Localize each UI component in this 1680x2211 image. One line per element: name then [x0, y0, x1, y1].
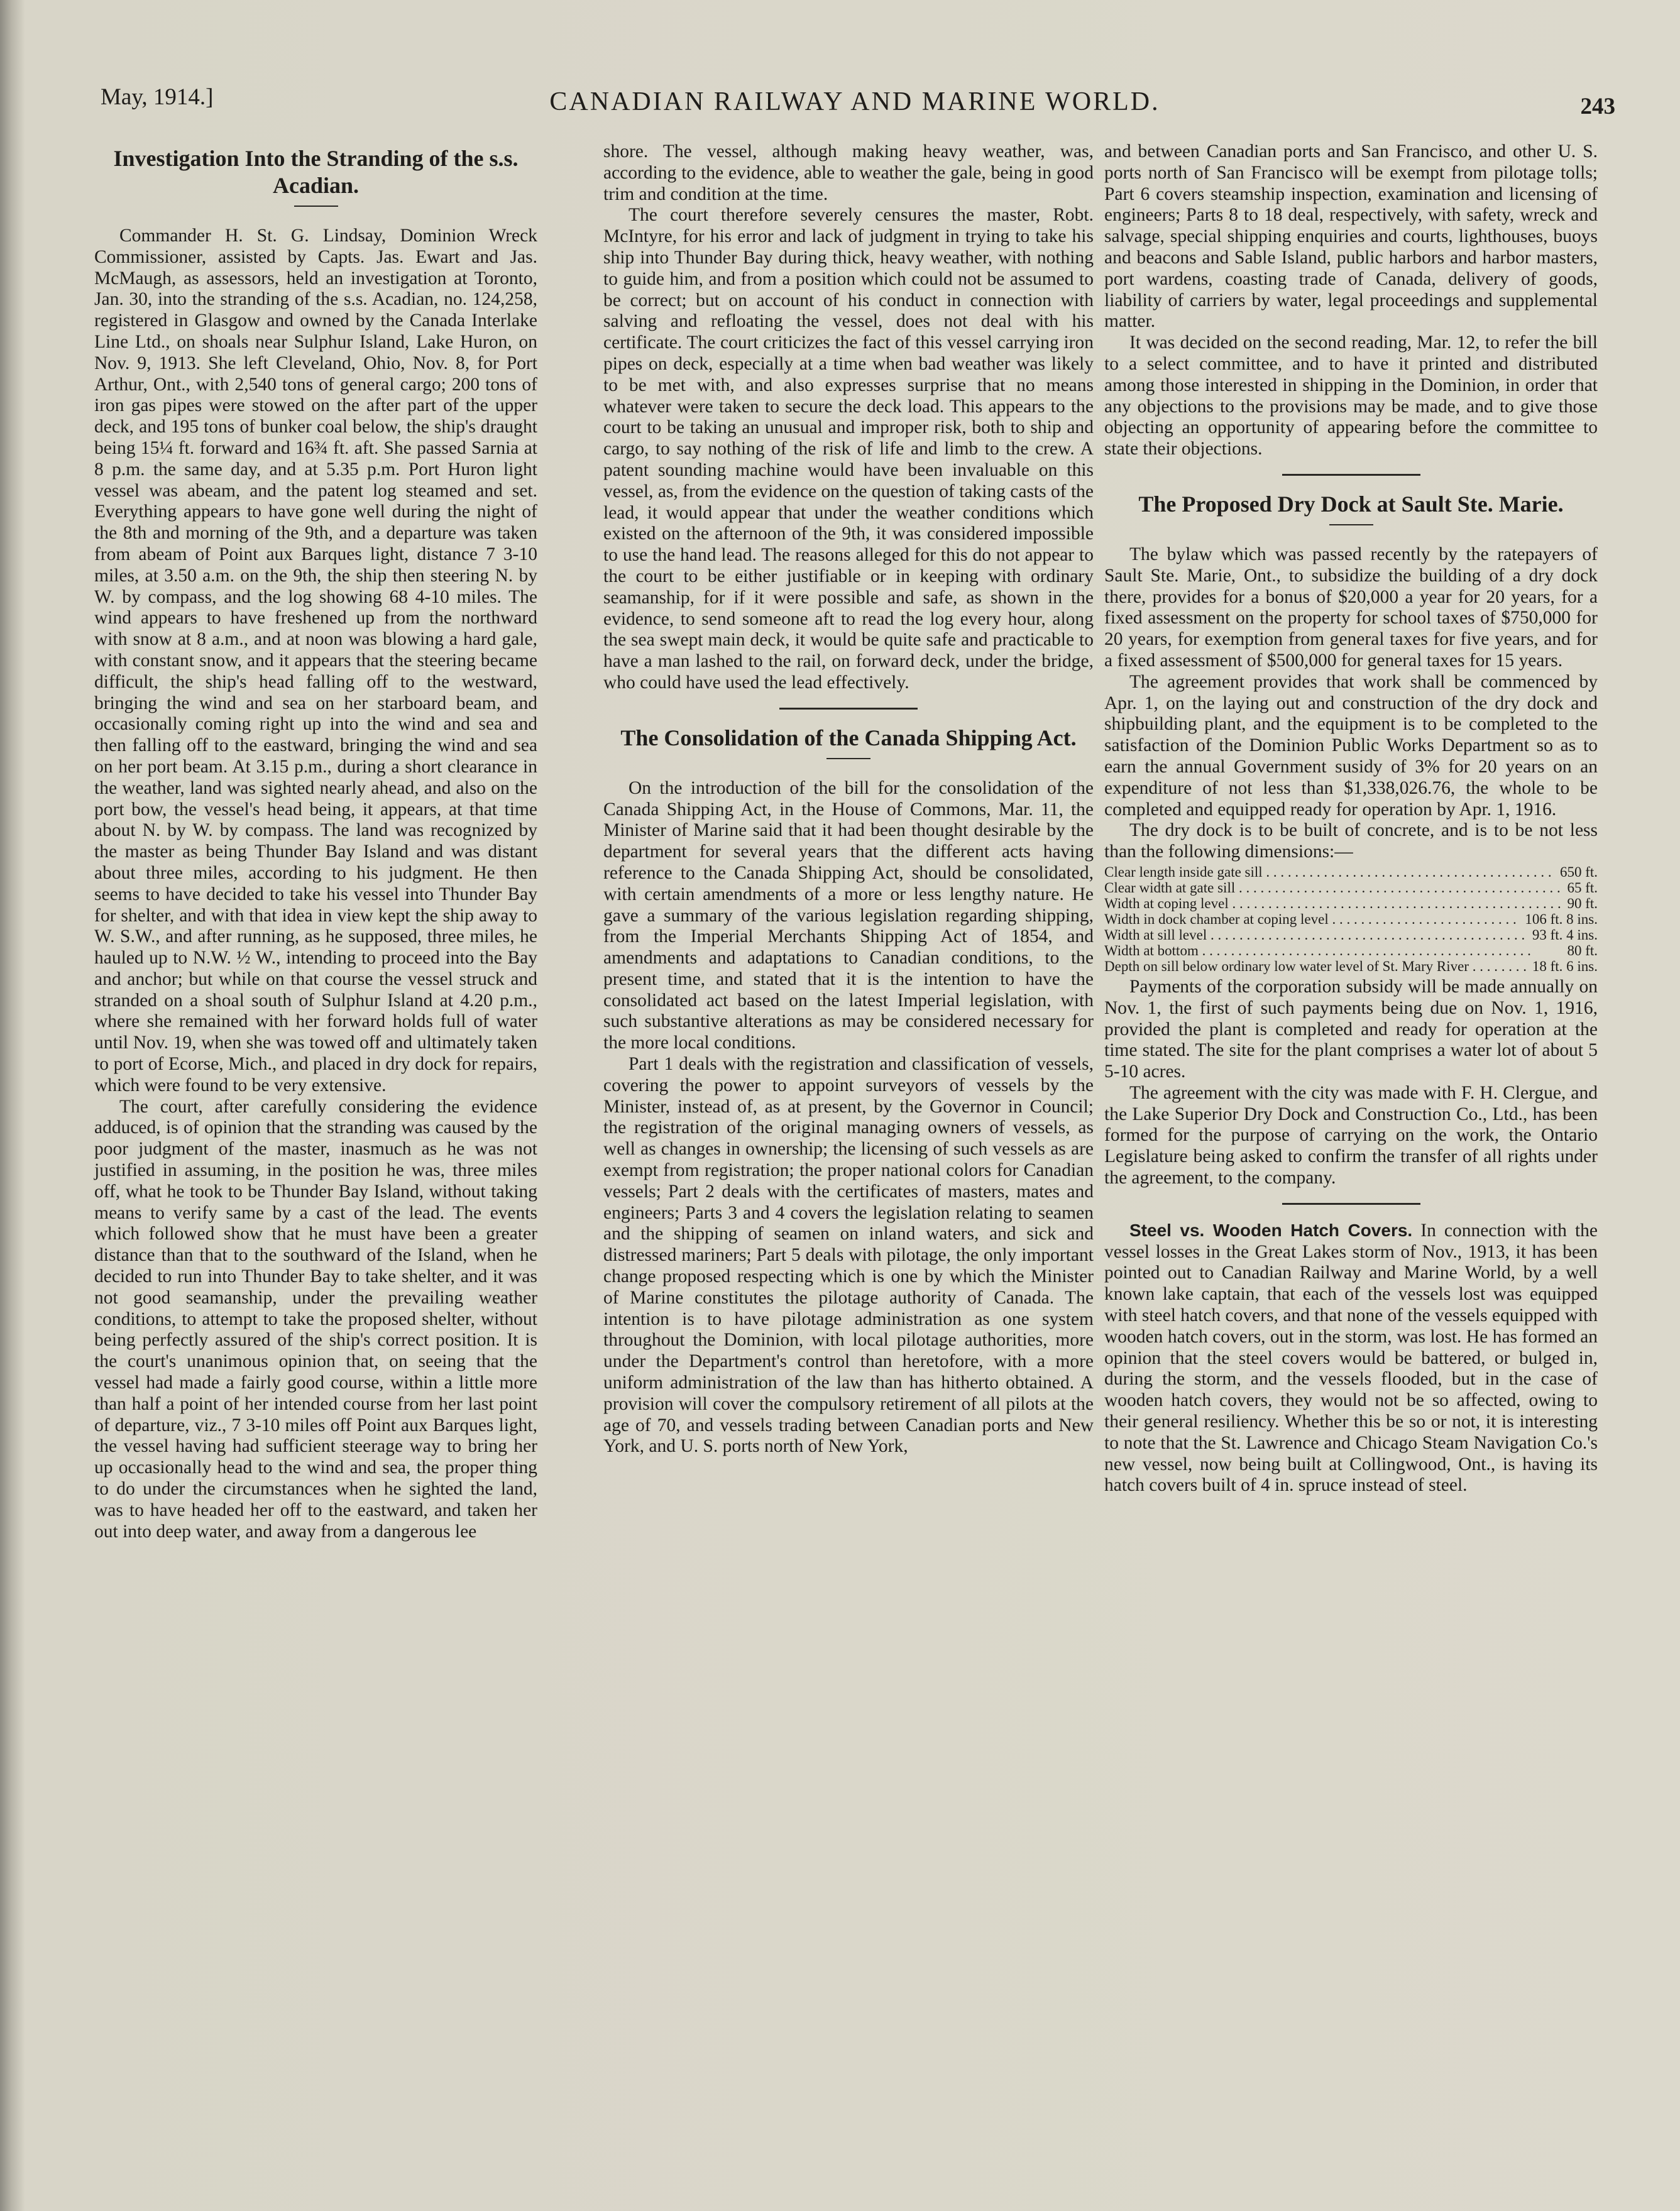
dimension-label: Clear width at gate sill . . .: [1104, 880, 1562, 896]
divider: [1282, 474, 1420, 476]
column-1: [94, 141, 537, 1542]
divider: [1329, 524, 1373, 525]
dimension-row: [1104, 864, 1598, 880]
dimension-value: 106 ft. 8 ins.: [1525, 911, 1598, 927]
paragraph: and between Canadian ports and San Francisco, and other U. S. ports north of San Francisco will be exempt from pilotage tolls; Part 6 covers steamship inspection, examination and licensing of engineers; Parts 8 to 18 deal, respectively, with safety, wreck and salvage, special shipping enquiries and courts, lighthouses, buoys and beacons and Sable Island, public harbors and harbor masters, port wardens, coasting trade of Canada, delivery of goods, liability of carriers by water, legal proceedings and supplemental matter.: [1104, 141, 1598, 332]
dimension-row: [1104, 943, 1598, 958]
paragraph: shore. The vessel, although making heavy weather, was, according to the evidence, able to weather the gale, being in good trim and condition at the time.: [603, 141, 1094, 204]
dimension-value: 80 ft.: [1567, 942, 1598, 958]
column-2: [603, 141, 1094, 1457]
page-number: 243: [1580, 94, 1615, 119]
dimension-value: 93 ft. 4 ins.: [1532, 926, 1598, 943]
column-3: [1104, 141, 1598, 1496]
divider: [779, 708, 918, 710]
dimension-label: Width at bottom . . .: [1104, 943, 1562, 958]
paragraph: The court therefore severely censures the master, Robt. McIntyre, for his error and lack of judgment in trying to take his ship into Thunder Bay during thick, heavy weather, with nothing to guide him, and from a position which could not be assumed to be correct; but on account of his conduct in connection with salving and refloating the vessel, does not deal with his certificate. The court criticizes the fact of this vessel carrying iron pipes on deck, especially at a time when bad weather was likely to be met with, and also expresses surprise that no means whatever were taken to secure the deck load. This appears to the court to be taking an unusual and improper risk, both to ship and cargo, to say nothing of the risk of life and limb to the crew. A patent sounding machine would have been invaluable on this vessel, as, from the evidence on the question of taking casts of the lead, it would appear that under the weather conditions which existed on the afternoon of the 9th, it was considered impossible to use the hand lead. The reasons alleged for this do not appear to the court to be either justifiable or in keeping with ordinary seamanship, for if it were possible and safe, as shown in the evidence, to send someone aft to read the log every hour, along the sea swept main deck, it would be quite safe and practicable to have a man lashed to the rail, on forward deck, under the bridge, who could have used the lead effectively.: [603, 205, 1094, 693]
dimension-value: 65 ft.: [1567, 879, 1598, 896]
dimension-label: Width at coping level . . .: [1104, 896, 1562, 911]
paragraph: The court, after carefully considering the evidence adduced, is of opinion that the stranding was caused by the poor judgment of the master, inasmuch as he was not justified in assuming, in the position he was, three miles off, what he took to be Thunder Bay Island, without taking means to verify same by a cast of the lead. The events which followed show that he must have been a greater distance than that to the southward of the Island, when he decided to run into Thunder Bay to take shelter, and it was not good seamanship, under the prevailing weather conditions, to attempt to take the proposed shelter, without being perfectly assured of the ship's correct position. It is the court's unanimous opinion that, on seeing that the vessel had made a fairly good course, within a little more than half a point of her intended course from her last point of departure, viz., 7 3-10 miles off Point aux Barques light, the vessel having had sufficient steerage way to bring her up occasionally head to the wind and sea, the proper thing to do under the circumstances when he sighted the land, was to have headed her off to the eastward, and taken her out into deep water, and away from a dangerous lee: [94, 1096, 537, 1542]
dimension-value: 18 ft. 6 ins.: [1532, 958, 1598, 974]
dimension-label: Width at sill level . . .: [1104, 927, 1527, 943]
hatch-covers-text: In connection with the vessel losses in the Great Lakes storm of Nov., 1913, it has been pointed out to Canadian Railway and Marine World, by a well known lake captain, that each of the vessels lost was equipped with steel hatch covers, and that none of the vessels equipped with wooden hatch covers, out in the storm, was lost. He has formed an opinion that the steel covers would be battered, or bulged in, during the storm, and the vessels flooded, but in the case of wooden hatch covers, they would not be so affected, owing to their general resiliency. Whether this be so or not, it is interesting to note that the St. Lawrence and Chicago Steam Navigation Co.'s new vessel, now being built at Collingwood, Ont., is having its hatch covers built of 4 in. spruce instead of steel.: [1104, 1220, 1598, 1496]
dimension-row: [1104, 896, 1598, 911]
dimension-value: 650 ft.: [1559, 864, 1598, 880]
runin-heading-hatch-covers: Steel vs. Wooden Hatch Covers.: [1129, 1220, 1413, 1240]
paragraph: Commander H. St. G. Lindsay, Dominion Wreck Commissioner, assisted by Capts. Jas. Ewart and Jas. McMaugh, as assessors, held an investigation at Toronto, Jan. 30, into the stranding of the s.s. Acadian, no. 124,258, registered in Glasgow and owned by the Canada Interlake Line Ltd., on shoals near Sulphur Island, Lake Huron, on Nov. 9, 1913. She left Cleveland, Ohio, Nov. 8, for Port Arthur, Ont., with 2,540 tons of general cargo; 200 tons of iron gas pipes were stowed on the after part of the upper deck, and 195 tons of bunker coal below, the ship's draught being 15¼ ft. forward and 16¾ ft. aft. She passed Sarnia at 8 p.m. the same day, and at 5.35 p.m. Port Huron light vessel was abeam, and the patent log steamed and set. Everything appears to have gone well during the night of the 8th and morning of the 9th, and a departure was taken from abeam of Point aux Barques light, distance 7 3-10 miles, at 3.50 a.m. on the 9th, the ship then steering N. by W. by compass, and the log showing 68 4-10 miles. The wind appears to have freshened up from the northward with snow at 8 a.m., and at noon was blowing a hard gale, with constant snow, and it appears that the steering became difficult, the ship's head falling off to the westward, bringing the wind and sea on her starboard beam, and occasionally coming right up into the wind and sea and then falling off to the eastward, bringing the wind and sea on her port beam. At 3.15 p.m., during a short clearance in the weather, land was sighted nearly ahead, and also on the port bow, the vessel's head being, it appears, at that time about N. by W. by compass. The land was recognized by the master as being Thunder Bay Island and was distant about three miles, according to his judgment. He then seems to have decided to take his vessel into Thunder Bay for shelter, and with that idea in view kept the ship away to W. S.W., and after running, as he supposed, three miles, he hauled up to N.W. ½ W., intending to proceed into the Bay and anchor; but while on that course the vessel struck and stranded on a shoal south of Sulphur Island at 4.20 p.m., where she remained with her forward holds full of water until Nov. 19, when she was towed off and ultimately taken to port of Ecorse, Mich., and placed in dry dock for repairs, which were found to be very extensive.: [94, 226, 537, 1095]
article-headline-dry-dock: The Proposed Dry Dock at Sault Ste. Marie.: [1138, 491, 1564, 517]
paragraph: Payments of the corporation subsidy will be made annually on Nov. 1, the first of such payments being due on Nov. 1, 1916, provided the plant is completed and ready for operation at the time stated. The site for the plant comprises a water lot of about 5 5-10 acres.: [1104, 976, 1598, 1082]
dimension-label: Width in dock chamber at coping level . . .: [1104, 911, 1520, 927]
paragraph: The agreement with the city was made with F. H. Clergue, and the Lake Superior Dry Dock and Construction Co., Ltd., has been formed for the purpose of carrying on the work, the Ontario Legislature being asked to confirm the transfer of all rights under the agreement, to the company.: [1104, 1082, 1598, 1188]
dimensions-table: [1104, 864, 1598, 974]
article-headline-acadian: Investigation Into the Stranding of the s.s. Acadian.: [113, 146, 519, 198]
paragraph: On the introduction of the bill for the consolidation of the Canada Shipping Act, in the House of Commons, Mar. 11, the Minister of Marine said that it had been thought desirable by the department for several years that the different acts having reference to the Canada Shipping Act, should be consolidated, with certain amendments of a more or less lengthy nature. He gave a summary of the various legislation regarding shipping, from the Imperial Merchants Shipping Act of 1854, and amendments and adaptations to Canadian conditions, to the present time, and stated that it is the intention to have the consolidated act based on the latest Imperial legislation, with such substantive alterations as may be considered necessary for the more local conditions.: [603, 777, 1094, 1053]
article-headline-shipping-act: The Consolidation of the Canada Shipping Act.: [620, 725, 1077, 750]
paragraph: The agreement provides that work shall be commenced by Apr. 1, on the laying out and construction of the dry dock and shipbuilding plant, and the equipment is to be completed to the satisfaction of the Dominion Public Works Department so as to earn the annual Government susidy of 3% for 20 years on an expenditure of not less than $1,338,026.76, the whole to be completed and equipped ready for operation by Apr. 1, 1916.: [1104, 671, 1598, 820]
dimension-row: [1104, 958, 1598, 974]
divider: [294, 206, 338, 207]
dimension-row: [1104, 927, 1598, 943]
divider: [826, 758, 870, 759]
paragraph: It was decided on the second reading, Mar. 12, to refer the bill to a select committee, and to have it printed and distributed among those interested in shipping in the Dominion, in order that any objections to the provisions may be made, and to give those objecting an opportunity of appearing before the committee to state their objections.: [1104, 332, 1598, 459]
issue-date: May, 1914.]: [101, 84, 214, 110]
paragraph: The bylaw which was passed recently by the ratepayers of Sault Ste. Marie, Ont., to subsidize the building of a dry dock there, provides for a bonus of $20,000 a year for 20 years, for a fixed assessment on the property for school taxes of $750,000 for 20 years, for exemption from general taxes for five years, and for a fixed assessment of $500,000 for general taxes for 15 years.: [1104, 544, 1598, 671]
dimension-row: [1104, 911, 1598, 927]
paragraph: [1104, 1220, 1598, 1496]
page-header: [94, 80, 1615, 124]
divider: [1282, 1203, 1420, 1205]
dimension-label: Clear length inside gate sill . . .: [1104, 864, 1555, 880]
publication-title: CANADIAN RAILWAY AND MARINE WORLD.: [549, 87, 1160, 116]
paragraph: Part 1 deals with the registration and classification of vessels, covering the power to appoint surveyors of vessels by the Minister, instead of, as at present, by the Governor in Council; the registration of the original managing owners of vessels, as well as changes in ownership; the licensing of such vessels as are exempt from registration; the proper national colors for Canadian vessels; Part 2 deals with the certificates of masters, mates and engineers; Parts 3 and 4 covers the legislation relating to seamen and the shipping of seamen on inland waters, and sick and distressed mariners; Part 5 deals with pilotage, the only important change proposed respecting which is one by which the Minister of Marine constitutes the pilotage authority of Canada. The intention is to have pilotage administration as one system throughout the Dominion, with local pilotage authorities, more under the Department's control than heretofore, with a more uniform administration of the law than has hitherto obtained. A provision will cover the compulsory retirement of all pilots at the age of 70, and vessels trading between Canadian ports and New York, and U. S. ports north of New York,: [603, 1054, 1094, 1457]
dimension-value: 90 ft.: [1567, 895, 1598, 911]
dimension-label: Depth on sill below ordinary low water level of St. Mary River . . .: [1104, 958, 1527, 974]
dimension-row: [1104, 880, 1598, 896]
paragraph: The dry dock is to be built of concrete, and is to be not less than the following dimensions:—: [1104, 820, 1598, 862]
